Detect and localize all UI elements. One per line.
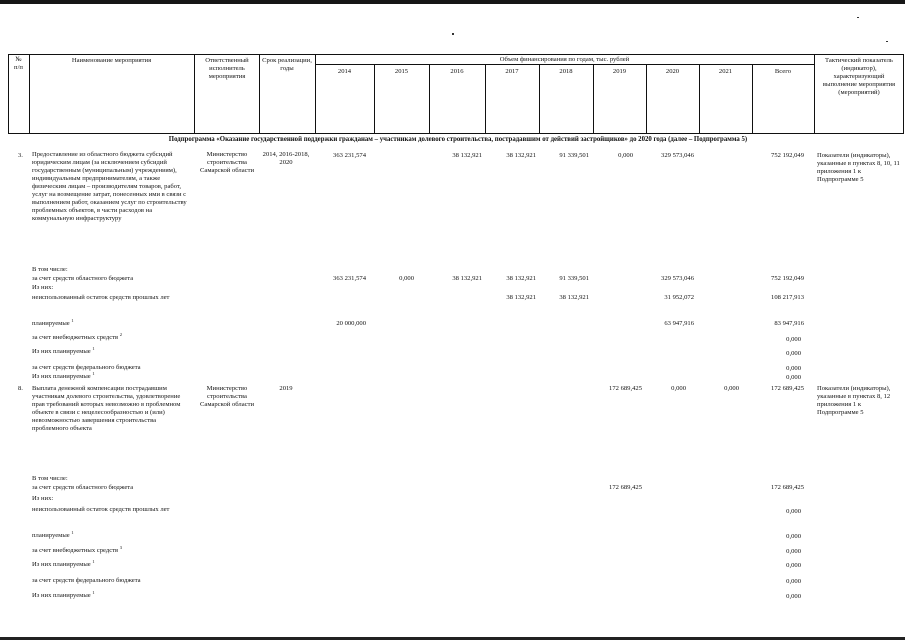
item3-extra-planned-row: [32, 345, 95, 356]
item3-regional-2016: 38 132,921: [452, 275, 482, 282]
header-year: 2018: [559, 68, 573, 75]
scan-speck: [857, 17, 859, 18]
item3-value-2014: 363 231,574: [333, 152, 366, 159]
header-year: 2017: [505, 68, 519, 75]
item3-extra-planned-total: 0,000: [786, 350, 801, 357]
item8-federal-planned-total: 0,000: [786, 593, 801, 600]
header-year: 2020: [665, 68, 680, 75]
item8-federal-planned-label: Из них планируемые: [32, 592, 91, 599]
item3-regional-label: за счет средств областного бюджета: [32, 275, 134, 282]
item3-extra-label: за счет внебюджетных средств: [32, 334, 119, 341]
item8-unused-label: неиспользованный остаток средств прошлых лет: [32, 506, 170, 513]
item3-regional-2017: 38 132,921: [506, 275, 536, 282]
item3-planned-label: планируемые: [32, 320, 70, 327]
item3-extra-total: 0,000: [786, 336, 801, 343]
item3-extra-planned-label: Из них планируемые: [32, 348, 91, 355]
item8-of-them-label: Из них:: [32, 495, 54, 502]
item8-planned-label: планируемые: [32, 532, 70, 539]
item3-unused-2018: 38 132,921: [559, 294, 589, 301]
row-divider: [315, 64, 814, 65]
item3-value-total: 752 192,049: [771, 152, 804, 159]
header-year: 2019: [612, 68, 627, 75]
item8-incl-label: В том числе:: [32, 475, 68, 482]
item8-indicator: Показатели (индикаторы), указанные в пунктах 8, 12 приложения 1 к Подпрограмме 5: [817, 385, 891, 416]
item8-executor: Министерство строительства Самарской области: [200, 385, 254, 408]
col-divider: [29, 54, 30, 134]
item3-of-them-label: Из них:: [32, 284, 54, 291]
item8-federal-total: 0,000: [786, 578, 801, 585]
col-divider: [259, 54, 260, 134]
col-divider: [315, 54, 316, 134]
item3-federal-label: за счет средств федерального бюджета: [32, 364, 141, 371]
footnote-mark: 1: [92, 589, 95, 595]
item3-executor: Министерство строительства Самарской области: [200, 151, 254, 174]
item3-unused-label: неиспользованный остаток средств прошлых лет: [32, 294, 170, 301]
header-funding: Объем финансирования по годам, тыс. рублей: [499, 56, 630, 63]
item8-regional-2019: 172 689,425: [609, 484, 642, 491]
item3-regional-total: 752 192,049: [771, 275, 804, 282]
item3-value-2016: 38 132,921: [452, 152, 482, 159]
scan-speck: [886, 41, 888, 42]
item8-value-total: 172 689,425: [771, 385, 804, 392]
header-year: 2016: [450, 68, 464, 75]
footnote-mark: 1: [71, 317, 74, 323]
item8-num: 8.: [18, 385, 23, 392]
item3-term: 2014, 2016-2018, 2020: [262, 151, 310, 166]
item3-planned-2020: 63 947,916: [664, 320, 694, 327]
header-indicator: Тактический показатель (индикатор), характеризующий выполнение мероприятия (мероприятий): [822, 57, 896, 96]
item3-planned-row: [32, 317, 74, 328]
header-executor: Ответственный исполнитель мероприятия: [205, 57, 249, 80]
document-page: [8, 54, 905, 637]
item3-unused-2020: 31 952,072: [664, 294, 694, 301]
header-name: Наименование мероприятия: [71, 57, 152, 64]
item8-planned-row: [32, 529, 74, 540]
scan-edge-top: [0, 0, 905, 4]
item8-planned-total: 0,000: [786, 533, 801, 540]
item3-federal-planned-row: [32, 370, 95, 381]
header-year: 2014: [337, 68, 352, 75]
item3-regional-2015: 0,000: [399, 275, 414, 282]
item8-extra-planned-total: 0,000: [786, 562, 801, 569]
item3-regional-2020: 329 573,046: [661, 275, 694, 282]
item3-unused-2017: 38 132,921: [506, 294, 536, 301]
table-header: [8, 54, 904, 134]
item8-regional-total: 172 689,425: [771, 484, 804, 491]
header-year: 2015: [394, 68, 409, 75]
subprogram-title: Подпрограмма «Оказание государственной поддержки гражданам – участникам долевого строительства, пострадавшим от действий застройщиков» до 2020 года (далее – Подпрограмма 5): [168, 136, 748, 143]
item3-federal-total: 0,000: [786, 365, 801, 372]
item3-indicator: Показатели (индикаторы), указанные в пунктах 8, 10, 11 приложения 1 к Подпрограмме 5: [817, 152, 900, 183]
item3-num: 3.: [18, 152, 23, 159]
item8-extra-row: [32, 544, 123, 555]
item8-federal-planned-row: [32, 589, 95, 600]
footnote-mark: 1: [92, 558, 95, 564]
item3-name: Предоставление из областного бюджета субсидий юридическим лицам (за исключением субсидий государственным (муниципальным) учреждениям), индивидуальным предпринимателям, а также физическим лицам – производителям товаров, работ, услуг на возмещение затрат, понесенных ими в связи с выполнением работ, оказанием услуг по строительству проблемных объектов, в части расходов на коммунальную инфраструктуру: [32, 151, 187, 222]
item8-value-2020: 0,000: [671, 385, 686, 392]
item3-regional-2014: 363 231,574: [333, 275, 366, 282]
item8-term: 2019: [279, 385, 293, 392]
item3-planned-total: 83 947,916: [774, 320, 804, 327]
item3-federal-planned-total: 0,000: [786, 374, 801, 381]
item3-extra-row: [32, 331, 123, 342]
item3-planned-2014: 20 000,000: [336, 320, 366, 327]
footnote-mark: 3: [119, 544, 123, 550]
item3-regional-2018: 91 339,501: [559, 275, 589, 282]
scan-speck: [452, 33, 454, 35]
header-num: № п/п: [14, 56, 23, 71]
item3-unused-total: 108 217,913: [771, 294, 804, 301]
item3-value-2017: 38 132,921: [506, 152, 536, 159]
item3-incl-label: В том числе:: [32, 266, 68, 273]
footnote-mark: 1: [71, 529, 74, 535]
item8-extra-total: 0,000: [786, 548, 801, 555]
item8-extra-planned-label: Из них планируемые: [32, 561, 91, 568]
item3-value-2018: 91 339,501: [559, 152, 589, 159]
item8-regional-label: за счет средств областного бюджета: [32, 484, 134, 491]
header-total: Всего: [774, 68, 792, 75]
item8-federal-label: за счет средств федерального бюджета: [32, 577, 141, 584]
item3-value-2019: 0,000: [618, 152, 633, 159]
item8-name: Выплата денежной компенсации пострадавшим участникам долевого строительства, удовлетворение прав требований которых невозможно в проблемном объекте в связи с нецелесообразностью и (или) невозможностью завершения строительства проблемного объекта: [32, 385, 181, 432]
item8-extra-planned-row: [32, 558, 95, 569]
col-divider: [194, 54, 195, 134]
header-year: 2021: [718, 68, 733, 75]
col-divider: [814, 54, 815, 134]
item3-value-2020: 329 573,046: [661, 152, 694, 159]
footnote-mark: 1: [92, 345, 95, 351]
footnote-mark: 2: [119, 331, 123, 337]
item8-value-2021: 0,000: [724, 385, 739, 392]
header-term: Срок реализации, годы: [262, 57, 312, 72]
item3-federal-planned-label: Из них планируемые: [32, 373, 91, 380]
item8-extra-label: за счет внебюджетных средств: [32, 547, 119, 554]
footnote-mark: 1: [92, 370, 95, 376]
item8-value-2019: 172 689,425: [609, 385, 642, 392]
item8-unused-total: 0,000: [786, 508, 801, 515]
